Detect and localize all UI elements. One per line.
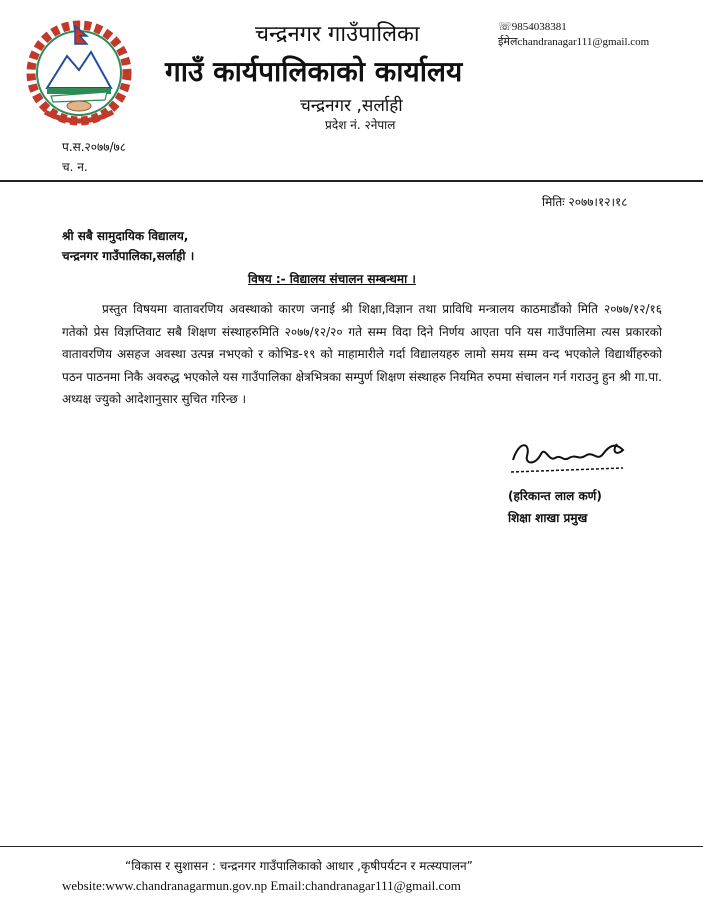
footer-divider: [0, 846, 703, 847]
province-line: प्रदेश नं. २नेपाल: [325, 118, 396, 132]
mountain-shape: [47, 52, 111, 94]
signatory-block: [508, 485, 602, 529]
footer-slogan: “विकास र सुशासन : चन्द्रनगर गाउँपालिकाको आधार ,कृषीपर्यटन र मत्स्यपालन”: [125, 859, 473, 873]
letter-date: मितिः २०७७।१२।१८: [542, 195, 628, 209]
reference-block: [62, 137, 126, 177]
footer-contact: website:www.chandranagarmun.gov.np Email:chandranagar111@gmail.com: [62, 878, 461, 893]
nepal-emblem-icon: [25, 18, 133, 128]
recipient-block: [62, 226, 194, 266]
recipient-line-1: श्री सबै सामुदायिक विद्यालय,: [62, 229, 189, 243]
signatory-name: (हरिकान्त लाल कर्ण): [508, 489, 602, 503]
municipality-name: चन्द्रनगर गाउँपालिका: [255, 22, 420, 47]
phone-number: ☏9854038381: [498, 21, 567, 33]
header-contact: [498, 20, 649, 50]
email-address: ईमेलchandranagar111@gmail.com: [498, 36, 650, 48]
letter-body: प्रस्तुत विषयमा वातावरणिय अवस्थाको कारण जनाई श्री शिक्षा,विज्ञान तथा प्राविधि मन्त्रालय काठमाडौंको मिति २०७७/१२/१६ गतेको प्रेस विज्ञप्तिवाट सबै शिक्षण संस्थाहरुमिति २०७७/१२/२० गते सम्म विदा दिने निर्णय आएता पनि यस गाउँपालिमा त्यस प्रकारको वातावरणिय असहज अवस्था उत्पन्न नभएको र कोभिड-१९ को माहामारीले गर्दा विद्यालयहरु लामो समय सम्म वन्द भएकोले विद्यार्थीहरुको पठन पाठनमा निकै अवरुद्ध भएकोले यस गाउँपालिका क्षेत्रभित्रका सम्पुर्ण शिक्षण संस्थाहरु नियमित रुपमा संचालन गर्न गराउनु हुन श्री गा.पा. अध्यक्ष ज्युको आदेशानुसार सुचित गरिन्छ ।: [62, 302, 662, 406]
signatory-title: शिक्षा शाखा प्रमुख: [508, 511, 588, 525]
header-divider: [0, 180, 703, 182]
letter-subject: विषय :- विद्यालय संचालन सम्बन्धमा ।: [248, 272, 416, 286]
office-title: गाउँ कार्यपालिकाको कार्यालय: [165, 55, 463, 88]
cn-number: च. न.: [62, 160, 88, 174]
handshake-shape: [67, 101, 91, 111]
ps-number: प.स.२०७७/७८: [62, 140, 127, 154]
recipient-line-2: चन्द्रनगर गाउँपालिका,सर्लाही ।: [62, 249, 195, 263]
office-location: चन्द्रनगर ,सर्लाही: [300, 96, 403, 116]
signature-image: [505, 432, 633, 480]
